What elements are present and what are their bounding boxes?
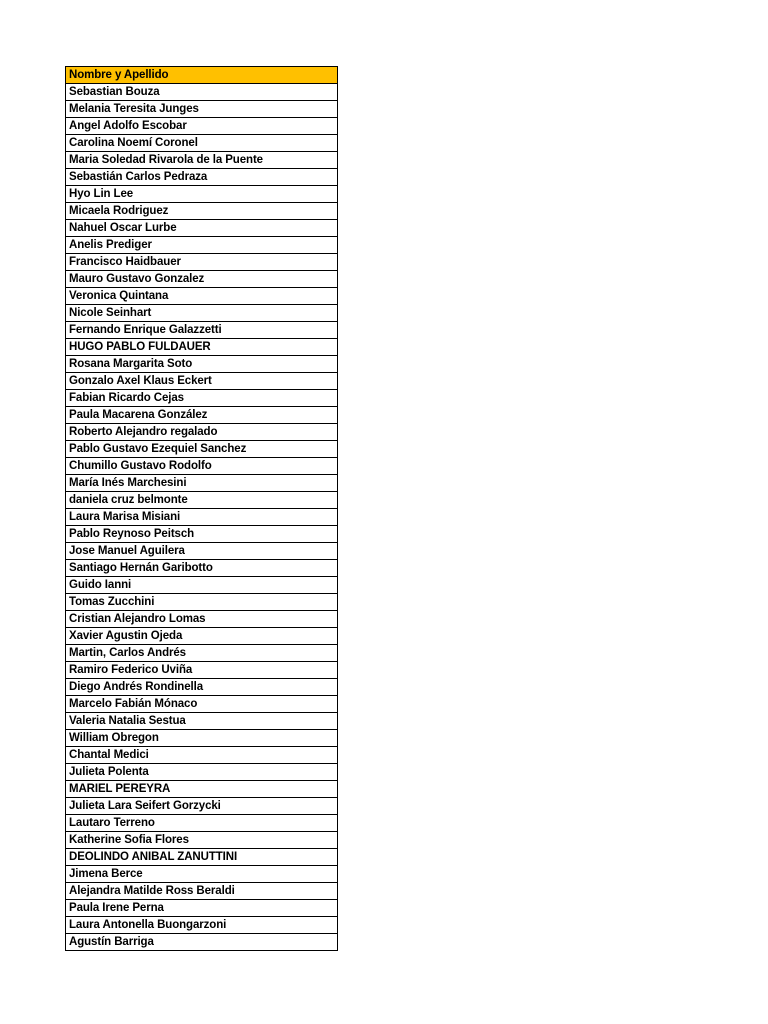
table-row (66, 594, 338, 611)
table-row (66, 509, 338, 526)
name-cell: Ramiro Federico Uviña (66, 662, 338, 679)
name-cell: DEOLINDO ANIBAL ZANUTTINI (66, 849, 338, 866)
name-cell: Martin, Carlos Andrés (66, 645, 338, 662)
table-row (66, 815, 338, 832)
table-row (66, 764, 338, 781)
table-row (66, 373, 338, 390)
table-row (66, 747, 338, 764)
name-cell: Fernando Enrique Galazzetti (66, 322, 338, 339)
name-cell: Veronica Quintana (66, 288, 338, 305)
name-cell: daniela cruz belmonte (66, 492, 338, 509)
table-row (66, 407, 338, 424)
name-cell: Nicole Seinhart (66, 305, 338, 322)
table-row (66, 390, 338, 407)
name-cell: Laura Antonella Buongarzoni (66, 917, 338, 934)
name-cell: HUGO PABLO FULDAUER (66, 339, 338, 356)
name-cell: Alejandra Matilde Ross Beraldi (66, 883, 338, 900)
name-cell: Xavier Agustin Ojeda (66, 628, 338, 645)
table-row (66, 492, 338, 509)
table-row (66, 305, 338, 322)
header-row (66, 67, 338, 84)
table-row (66, 322, 338, 339)
name-cell: Jose Manuel Aguilera (66, 543, 338, 560)
table-row (66, 798, 338, 815)
name-cell: Anelis Prediger (66, 237, 338, 254)
table-row (66, 424, 338, 441)
name-cell: María Inés Marchesini (66, 475, 338, 492)
table-row (66, 662, 338, 679)
table-row (66, 543, 338, 560)
table-row (66, 713, 338, 730)
table-row (66, 356, 338, 373)
table-row (66, 832, 338, 849)
name-cell: Carolina Noemí Coronel (66, 135, 338, 152)
name-cell: Tomas Zucchini (66, 594, 338, 611)
name-cell: MARIEL PEREYRA (66, 781, 338, 798)
table-row (66, 458, 338, 475)
table-row (66, 220, 338, 237)
table-row (66, 730, 338, 747)
name-cell: Fabian Ricardo Cejas (66, 390, 338, 407)
name-cell: Hyo Lin Lee (66, 186, 338, 203)
name-cell: Rosana Margarita Soto (66, 356, 338, 373)
name-cell: Angel Adolfo Escobar (66, 118, 338, 135)
name-cell: Laura Marisa Misiani (66, 509, 338, 526)
name-cell: Nahuel Oscar Lurbe (66, 220, 338, 237)
names-table (65, 66, 338, 951)
name-cell: Chantal Medici (66, 747, 338, 764)
name-cell: Agustín Barriga (66, 934, 338, 951)
name-cell: Paula Irene Perna (66, 900, 338, 917)
table-row (66, 866, 338, 883)
table-row (66, 849, 338, 866)
name-cell: Roberto Alejandro regalado (66, 424, 338, 441)
table-row (66, 203, 338, 220)
table-row (66, 152, 338, 169)
table-row (66, 101, 338, 118)
table-row (66, 696, 338, 713)
name-cell: Sebastián Carlos Pedraza (66, 169, 338, 186)
name-cell: William Obregon (66, 730, 338, 747)
name-cell: Cristian Alejandro Lomas (66, 611, 338, 628)
name-cell: Gonzalo Axel Klaus Eckert (66, 373, 338, 390)
table-row (66, 186, 338, 203)
table-row (66, 475, 338, 492)
table-row (66, 781, 338, 798)
name-cell: Julieta Polenta (66, 764, 338, 781)
name-cell: Julieta Lara Seifert Gorzycki (66, 798, 338, 815)
table-row (66, 254, 338, 271)
name-cell: Maria Soledad Rivarola de la Puente (66, 152, 338, 169)
table-row (66, 339, 338, 356)
table-row (66, 560, 338, 577)
header-cell-nombre-y-apellido: Nombre y Apellido (66, 67, 338, 84)
name-cell: Marcelo Fabián Mónaco (66, 696, 338, 713)
table-row (66, 135, 338, 152)
table-row (66, 611, 338, 628)
table-row (66, 237, 338, 254)
name-cell: Francisco Haidbauer (66, 254, 338, 271)
name-cell: Diego Andrés Rondinella (66, 679, 338, 696)
name-cell: Guido Ianni (66, 577, 338, 594)
name-cell: Katherine Sofia Flores (66, 832, 338, 849)
table-row (66, 577, 338, 594)
table-row (66, 288, 338, 305)
name-cell: Chumillo Gustavo Rodolfo (66, 458, 338, 475)
table-row (66, 934, 338, 951)
name-cell: Santiago Hernán Garibotto (66, 560, 338, 577)
table-row (66, 118, 338, 135)
table-row (66, 900, 338, 917)
name-cell: Pablo Reynoso Peitsch (66, 526, 338, 543)
table-row (66, 84, 338, 101)
name-cell: Sebastian Bouza (66, 84, 338, 101)
name-cell: Mauro Gustavo Gonzalez (66, 271, 338, 288)
table-row (66, 883, 338, 900)
table-row (66, 441, 338, 458)
table-row (66, 628, 338, 645)
name-cell: Valeria Natalia Sestua (66, 713, 338, 730)
table-row (66, 645, 338, 662)
table-row (66, 526, 338, 543)
table-row (66, 917, 338, 934)
name-cell: Lautaro Terreno (66, 815, 338, 832)
name-cell: Paula Macarena González (66, 407, 338, 424)
table-row (66, 169, 338, 186)
name-cell: Jimena Berce (66, 866, 338, 883)
table-row (66, 679, 338, 696)
table-row (66, 271, 338, 288)
name-cell: Pablo Gustavo Ezequiel Sanchez (66, 441, 338, 458)
name-cell: Melania Teresita Junges (66, 101, 338, 118)
names-table-body (66, 67, 338, 951)
name-cell: Micaela Rodriguez (66, 203, 338, 220)
